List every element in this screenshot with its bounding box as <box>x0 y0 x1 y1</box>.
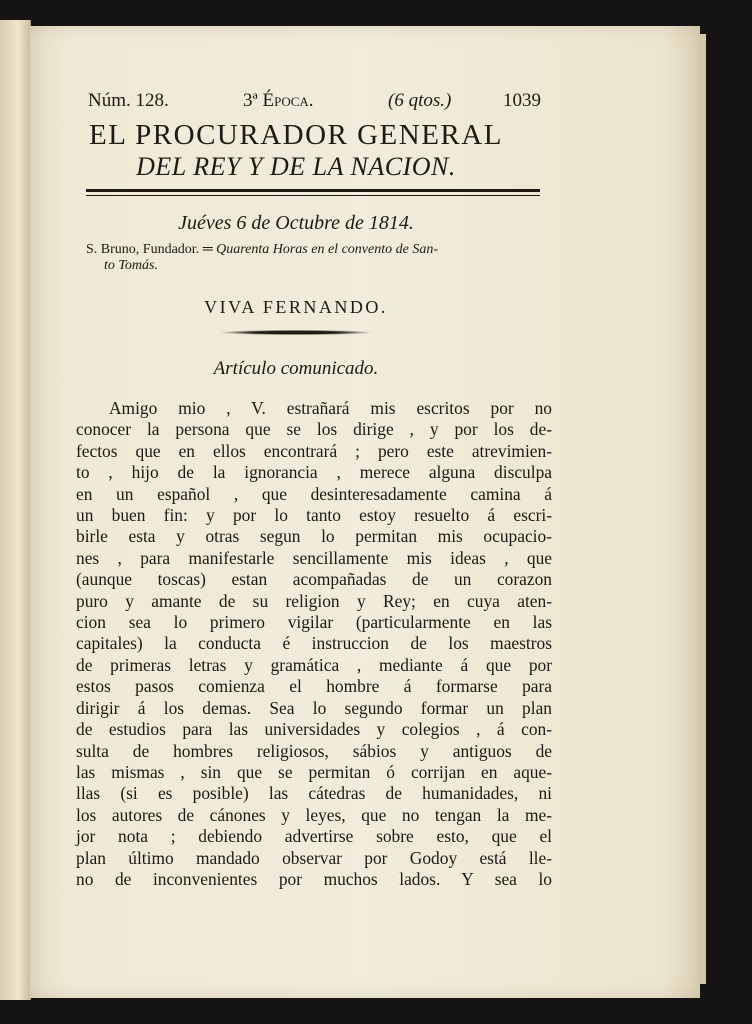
article-line: no de inconvenientes por muchos lados. Y sea lo <box>76 868 552 889</box>
saint-devotion-cont: to Tomás. <box>104 258 158 273</box>
ornament-rule <box>221 330 371 335</box>
article-line: dirigir á los demas. Sea lo segundo formar un plan <box>76 697 552 718</box>
article-line: los autores de cánones y leyes, que no tengan la me- <box>76 804 552 825</box>
article-line: jor nota ; debiendo advertirse sobre esto, que el <box>76 826 552 847</box>
article-line: plan último mandado observar por Godoy está lle- <box>76 847 552 868</box>
article-line: puro y amante de su religion y Rey; en cuya aten- <box>76 590 552 611</box>
article-line: de estudios para las universidades y colegios , á con- <box>76 719 552 740</box>
issue-epoch: 3ª Época. <box>243 90 314 111</box>
issue-number: Núm. 128. <box>88 90 169 111</box>
saint-separator: ═ <box>202 242 213 257</box>
article-line: Amigo mio , V. estrañará mis escritos por no <box>109 398 552 418</box>
masthead-rule-thick <box>86 189 540 192</box>
saint-note <box>86 242 536 274</box>
article-line: birle esta y otras segun lo permitan mis ocupacio- <box>76 526 552 547</box>
article-line: un buen fin: y por lo tanto estoy resuelto á escri- <box>76 505 552 526</box>
masthead-title: EL PROCURADOR GENERAL <box>89 119 503 151</box>
article-line: capitales) la conducta é instruccion de los maestros <box>76 633 552 654</box>
left-page-edge <box>0 20 31 1000</box>
article-line: (aunque toscas) estan acompañadas de un corazon <box>76 569 552 590</box>
masthead-subtitle: DEL REY Y DE LA NACION. <box>136 152 456 181</box>
page-number: 1039 <box>503 90 541 111</box>
article-line: estos pasos comienza el hombre á formarse para <box>76 676 552 697</box>
page-stack-edge <box>698 34 706 984</box>
article-line: fectos que en ellos encontrará ; pero este atrevimien- <box>76 440 552 461</box>
issue-header <box>56 90 541 116</box>
issue-quires: (6 qtos.) <box>388 90 452 111</box>
article-line: en un español , que desinteresadamente camina á <box>76 483 552 504</box>
saint-name: S. Bruno, Fundador. <box>86 242 200 257</box>
article-body <box>76 398 552 890</box>
article-line: cion sea lo primero vigilar (particularmente en las <box>76 612 552 633</box>
article-line: to , hijo de la ignorancia , merece alguna disculpa <box>76 462 552 483</box>
page-content <box>56 90 552 890</box>
article-title: Artículo comunicado. <box>213 358 379 379</box>
motto: VIVA FERNANDO. <box>204 297 388 317</box>
masthead-rule-thin <box>86 195 540 196</box>
issue-date: Juéves 6 de Octubre de 1814. <box>178 212 414 234</box>
article-line: nes , para manifestarle sencillamente mis ideas , que <box>76 547 552 568</box>
article-line: sulta de hombres religiosos, sábios y antiguos de <box>76 740 552 761</box>
article-line: llas (si es posible) las cátedras de humanidades, ni <box>76 783 552 804</box>
article-line: de primeras letras y gramática , mediante á que por <box>76 654 552 675</box>
article-line: las mismas , sin que se permitan ó corrijan en aque- <box>76 761 552 782</box>
article-line: conocer la persona que se los dirige , y por los de- <box>76 419 552 440</box>
saint-devotion: Quarenta Horas en el convento de San- <box>216 242 438 257</box>
